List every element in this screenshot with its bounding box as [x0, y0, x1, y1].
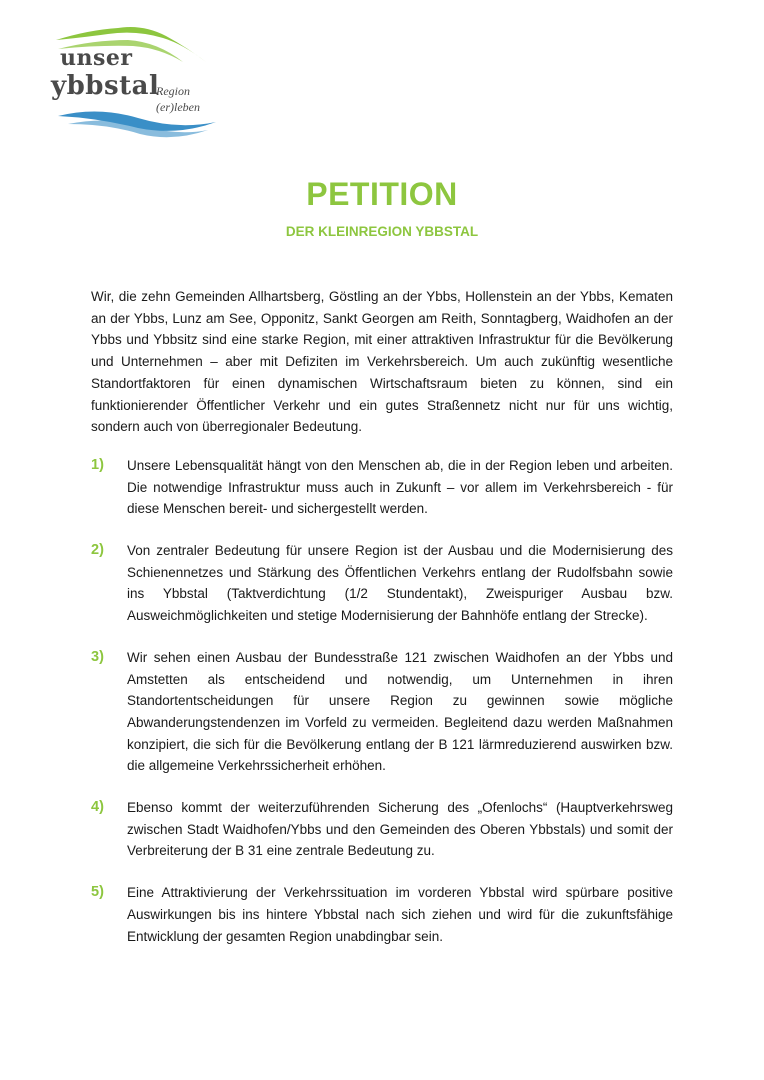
list-item-text: Wir sehen einen Ausbau der Bundesstraße 121 zwischen Waidhofen an der Ybbs und Amstetten als entscheidend und notwendig, um Unternehmen in ihren Standortentscheidungen für unsere Region zu gewinnen sowie mögliche Abwanderungstendenzen im Vorfeld zu vermeiden. Begleitend dazu werden Maßnahmen konzipiert, die sich für die Bevölkerung entlang der B 121 lärmreduzierend auswirken bzw. die allgemeine Verkehrssicherheit erhöhen.	[127, 649, 673, 774]
logo-word-unser: unser	[60, 45, 133, 71]
list-item-number: 4)	[91, 799, 104, 816]
list-item-text: Von zentraler Bedeutung für unsere Region ist der Ausbau und die Modernisierung des Schienennetzes und Stärkung des Öffentlichen Verkehrs entlang der Rudolfsbahn sowie ins Ybbstal (Taktverdichtung (1/2 Stundentakt), Zweispuriger Ausbau bzw. Ausweichmöglichkeiten und stetige Modernisierung der Bahnhöfe entlang der Strecke).	[127, 543, 673, 624]
list-item-text: Ebenso kommt der weiterzuführenden Sicherung des „Ofenlochs“ (Hauptverkehrsweg zwischen Stadt Waidhofen/Ybbs und den Gemeinden des Oberen Ybbstals) und somit der Verbreiterung der B 31 eine zentrale Bedeutung zu.	[127, 800, 673, 859]
logo-word-ybbstal: ybbstal	[51, 71, 160, 101]
document-body	[91, 286, 673, 967]
list-item	[91, 882, 673, 947]
list-item	[91, 647, 673, 777]
intro-paragraph: Wir, die zehn Gemeinden Allhartsberg, Göstling an der Ybbs, Hollenstein an der Ybbs, Kematen an der Ybbs, Lunz am See, Opponitz, Sankt Georgen am Reith, Sonntagberg, Waidhofen an der Ybbs und Ybbsitz sind eine starke Region, mit einer attraktiven Infrastruktur für die Bevölkerung und Unternehmen – aber mit Defiziten im Verkehrsbereich. Um auch zukünftig wesentliche Standortfaktoren für einen dynamischen Wirtschaftsraum bieten zu können, sind ein funktionierender Öffentlicher Verkehr und ein gutes Straßennetz nicht nur für uns wichtig, sondern auch von überregionaler Bedeutung.	[91, 289, 673, 435]
list-item	[91, 455, 673, 520]
list-item	[91, 797, 673, 862]
page-title: PETITION	[306, 176, 458, 212]
logo-tagline-region: Region	[156, 84, 190, 98]
list-item-number: 3)	[91, 648, 104, 665]
list-item-number: 2)	[91, 542, 104, 559]
list-item-text: Eine Attraktivierung der Verkehrssituation im vorderen Ybbstal wird spürbare positive Auswirkungen bis ins hintere Ybbstal nach sich ziehen und wird für die zukunftsfähige Entwicklung der gesamten Region unabdingbar sein.	[127, 885, 673, 944]
list-item-number: 5)	[91, 884, 104, 901]
logo	[48, 18, 228, 148]
logo-tagline-erleben: (er)leben	[156, 100, 200, 114]
list-item-number: 1)	[91, 456, 104, 473]
page-subtitle: DER KLEINREGION YBBSTAL	[285, 224, 479, 239]
list-item-text: Unsere Lebensqualität hängt von den Menschen ab, die in der Region leben und arbeiten. Die notwendige Infrastruktur muss auch in Zukunft – vor allem im Verkehrsbereich - für diese Menschen bereit- und sichergestellt werden.	[127, 457, 673, 517]
list-item	[91, 540, 673, 627]
